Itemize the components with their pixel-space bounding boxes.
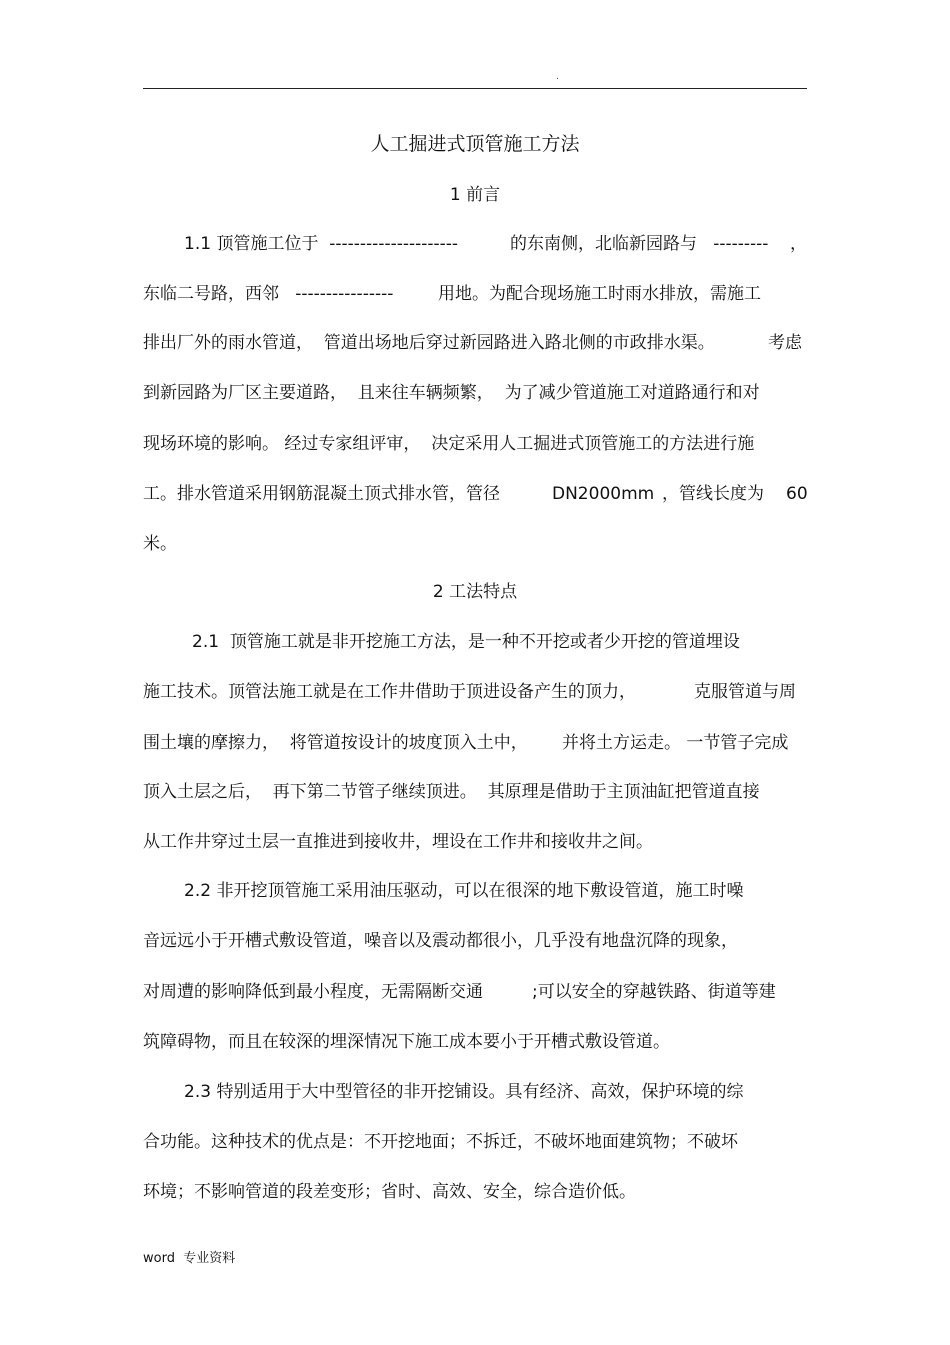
para-2-3-line-1: 2.3 特别适用于大中型管径的非开挖铺设。具有经济、高效，保护环境的综: [184, 1082, 744, 1102]
para-1-1-line-6a: 工。排水管道采用钢筋混凝土顶式排水管，管径: [143, 484, 500, 504]
header-dot: .: [556, 72, 559, 82]
para-1-1-line-7: 米。: [143, 534, 177, 554]
para-2-1-line-5: 从工作井穿过土层一直推进到接收井，埋设在工作井和接收井之间。: [143, 832, 653, 852]
para-1-1-line-3a: 排出厂外的雨水管道， 管道出场地后穿过新园路进入路北侧的市政排水渠。: [143, 333, 715, 353]
para-1-1-line-6d: 60: [786, 484, 808, 504]
para-2-1-line-2b: 克服管道与周: [694, 682, 796, 702]
para-2-3-line-3: 环境；不影响管道的段差变形；省时、高效、安全，综合造价低。: [143, 1182, 636, 1202]
para-1-1-line-1c: ，: [790, 234, 807, 254]
para-2-1-line-1: 2.1 顶管施工就是非开挖施工方法，是一种不开挖或者少开挖的管道埋设: [192, 632, 740, 652]
para-1-1-line-4: 到新园路为厂区主要道路， 且来往车辆频繁， 为了减少管道施工对道路通行和对: [143, 383, 760, 403]
para-2-2-line-1: 2.2 非开挖顶管施工采用油压驱动，可以在很深的地下敷设管道，施工时噪: [184, 881, 744, 901]
para-1-1-line-6b: DN2000mm: [552, 484, 655, 504]
para-1-1-line-1a: 1.1 顶管施工位于 ---------------------: [184, 234, 459, 254]
para-2-1-line-4: 顶入土层之后， 再下第二节管子继续顶进。 其原理是借助于主顶油缸把管道直接: [143, 782, 760, 802]
para-2-1-line-3a: 围土壤的摩擦力， 将管道按设计的坡度顶入土中，: [143, 733, 528, 753]
para-1-1-line-3b: 考虑: [768, 333, 802, 353]
para-1-1-line-2b: 用地。为配合现场施工时雨水排放，需施工: [438, 284, 761, 304]
para-2-2-line-4: 筑障碍物，而且在较深的埋深情况下施工成本要小于开槽式敷设管道。: [143, 1032, 670, 1052]
para-2-3-line-2: 合功能。这种技术的优点是：不开挖地面；不拆迁，不破坏地面建筑物；不破坏: [143, 1132, 738, 1152]
para-2-2-line-3a: 对周遭的影响降低到最小程度，无需隔断交通: [143, 982, 483, 1002]
para-2-1-line-3b: 并将土方运走。 一节管子完成: [562, 733, 789, 753]
header-rule: [143, 88, 807, 89]
page-title: 人工掘进式顶管施工方法: [370, 133, 580, 155]
para-2-2-line-2: 音远远小于开槽式敷设管道，噪音以及震动都很小，几乎没有地盘沉降的现象，: [143, 931, 738, 951]
footer-label: word 专业资料: [143, 1251, 236, 1266]
section-2-heading: 2 工法特点: [432, 582, 518, 602]
para-2-2-line-3b: ;可以安全的穿越铁路、街道等建: [532, 982, 776, 1002]
para-1-1-line-5: 现场环境的影响。 经过专家组评审， 决定采用人工掘进式顶管施工的方法进行施: [143, 434, 755, 454]
para-1-1-line-2a: 东临二号路，西邻 ----------------: [143, 284, 394, 304]
para-1-1-line-6c: ，管线长度为: [662, 484, 764, 504]
para-1-1-line-1b: 的东南侧，北临新园路与 ---------: [510, 234, 769, 254]
para-2-1-line-2a: 施工技术。顶管法施工就是在工作井借助于顶进设备产生的顶力，: [143, 682, 636, 702]
section-1-heading: 1 前言: [449, 185, 501, 205]
